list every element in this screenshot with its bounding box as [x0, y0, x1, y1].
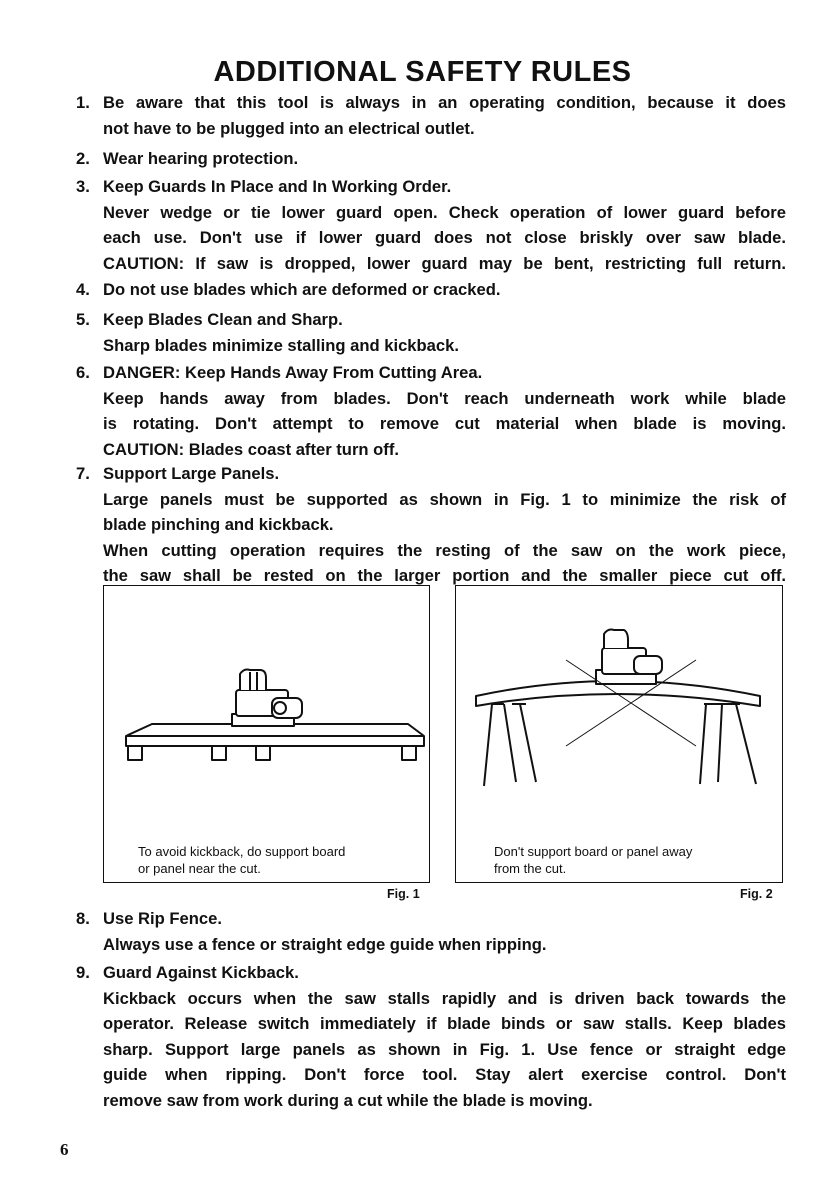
support-block — [128, 746, 142, 760]
rule-2 — [76, 146, 786, 172]
figure-1-illustration — [104, 586, 429, 882]
figure-2-illustration — [456, 586, 782, 882]
rule-heading: Support Large Panels. — [103, 464, 280, 483]
page-number: 6 — [60, 1140, 69, 1159]
rule-number: 3. — [76, 177, 90, 196]
rule-line: the saw shall be rested on the larger portion and the smaller piece cut off. — [103, 566, 786, 585]
rule-number: 5. — [76, 310, 90, 329]
caption-line: from the cut. — [494, 861, 567, 876]
rule-5 — [76, 307, 786, 358]
rule-6 — [76, 360, 786, 462]
rule-line: Large panels must be supported as shown in Fig. 1 to minimize the risk of — [103, 489, 786, 509]
rule-1 — [76, 90, 786, 141]
rule-heading: DANGER: Keep Hands Away From Cutting Area. — [103, 363, 483, 382]
sawhorse-right — [700, 704, 756, 784]
rule-heading: Guard Against Kickback. — [103, 963, 299, 982]
rule-line: When cutting operation requires the resting of the saw on the work piece, — [103, 540, 786, 560]
figure-2-caption — [494, 843, 692, 877]
rule-4 — [76, 277, 786, 303]
rule-line: not have to be plugged into an electrical outlet. — [103, 118, 475, 138]
support-block — [256, 746, 270, 760]
figure-2-box — [455, 585, 783, 883]
support-block — [402, 746, 416, 760]
rule-line: Kickback occurs when the saw stalls rapidly and is driven back towards the — [103, 988, 786, 1008]
rule-heading: Use Rip Fence. — [103, 909, 222, 928]
rule-line: blade pinching and kickback. — [103, 515, 334, 534]
rule-line: Wear hearing protection. — [103, 149, 299, 168]
rule-number: 8. — [76, 909, 90, 928]
caption-line: Don't support board or panel away — [494, 844, 693, 859]
rule-line: Do not use blades which are deformed or cracked. — [103, 280, 501, 299]
rule-line: is rotating. Don't attempt to remove cut material when blade is moving. — [103, 414, 786, 433]
rule-number: 1. — [76, 93, 90, 112]
caption-line: or panel near the cut. — [138, 861, 261, 876]
rule-8 — [76, 906, 786, 957]
rule-line: Sharp blades minimize stalling and kickback. — [103, 335, 459, 355]
support-block — [212, 746, 226, 760]
figure-1-label: Fig. 1 — [387, 887, 420, 901]
rule-heading: Keep Blades Clean and Sharp. — [103, 310, 343, 329]
caption-line: To avoid kickback, do support board — [138, 844, 346, 859]
sawhorse-left — [484, 704, 536, 786]
rule-number: 7. — [76, 464, 90, 483]
figure-1-caption — [138, 843, 345, 877]
rule-line: operator. Release switch immediately if blade binds or saw stalls. Keep blades — [103, 1014, 786, 1033]
rule-number: 2. — [76, 149, 90, 168]
figure-2-label: Fig. 2 — [740, 887, 773, 901]
rule-line: Never wedge or tie lower guard open. Check operation of lower guard before — [103, 202, 786, 222]
rule-caution: CAUTION: Blades coast after turn off. — [103, 439, 399, 459]
rule-line: remove saw from work during a cut while the blade is moving. — [103, 1090, 593, 1110]
rule-3 — [76, 174, 786, 276]
rule-caution: CAUTION: If saw is dropped, lower guard may be bent, restricting full return. — [103, 253, 786, 273]
rule-line: each use. Don't use if lower guard does not close briskly over saw blade. — [103, 228, 786, 247]
figure-1-box — [103, 585, 430, 883]
rule-line: Keep hands away from blades. Don't reach underneath work while blade — [103, 388, 786, 408]
rule-line: Be aware that this tool is always in an operating condition, because it does — [103, 93, 786, 112]
rule-line: sharp. Support large panels as shown in Fig. 1. Use fence or straight edge — [103, 1039, 786, 1059]
rule-heading: Keep Guards In Place and In Working Order. — [103, 177, 452, 196]
page-title: ADDITIONAL SAFETY RULES — [213, 56, 632, 88]
rule-7 — [76, 461, 786, 589]
rule-9 — [76, 960, 786, 1113]
rule-number: 6. — [76, 363, 90, 382]
rule-number: 9. — [76, 963, 90, 982]
rule-line: Always use a fence or straight edge guide when ripping. — [103, 934, 547, 954]
rule-line: guide when ripping. Don't force tool. Stay alert exercise control. Don't — [103, 1065, 786, 1084]
rule-number: 4. — [76, 280, 90, 299]
